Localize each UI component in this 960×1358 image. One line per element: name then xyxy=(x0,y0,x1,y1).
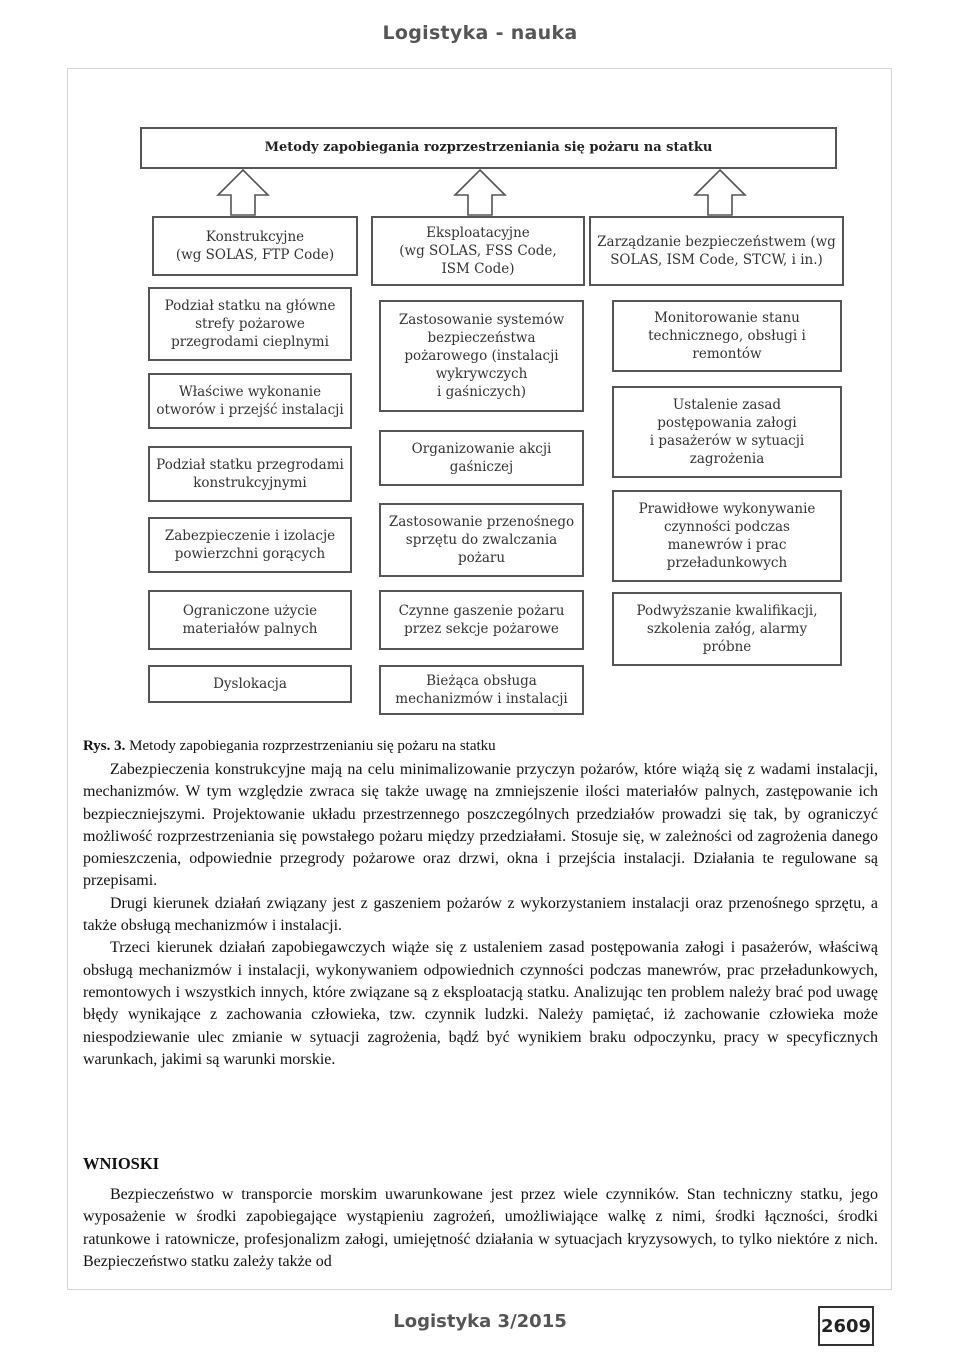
operational-item: Bieżąca obsługa mechanizmów i instalacji xyxy=(379,665,584,715)
body-text xyxy=(83,759,878,1071)
construction-item: Ograniczone użycie materiałów palnych xyxy=(148,590,352,650)
paragraph: Bezpieczeństwo w transporcie morskim uwarunkowane jest przez wiele czynników. Stan techniczny statku, jego wyposażenie w środki zapobiegające wystąpieniu zagrożeń, umożliwiające walkę z nimi, środki łączności, środki ratunkowe i ratownicze, profesjonalizm załogi, umiejętność działania w sytuacjach kryzysowych, to tylko niektóre z nich. Bezpieczeństwo statku zależy także od xyxy=(83,1186,878,1270)
operational-item: Organizowanie akcji gaśniczej xyxy=(379,430,584,486)
management-item: Prawidłowe wykonywanie czynności podczas manewrów i prac przeładunkowych xyxy=(612,490,842,582)
column-heading-management: Zarządzanie bezpieczeństwem (wg SOLAS, ISM Code, STCW, i in.) xyxy=(589,216,844,286)
operational-item: Zastosowanie systemów bezpieczeństwa pożarowego (instalacji wykrywczych i gaśniczych) xyxy=(379,300,584,412)
column-heading-operational: Eksploatacyjne (wg SOLAS, FSS Code, ISM Code) xyxy=(371,216,585,286)
arrow-down-right xyxy=(695,170,745,215)
figure-caption-label: Rys. 3. xyxy=(83,738,126,754)
arrow-down-center xyxy=(455,170,505,215)
diagram-title-box: Metody zapobiegania rozprzestrzeniania się pożaru na statku xyxy=(140,127,837,169)
figure-caption-text: Metody zapobiegania rozprzestrzenianiu się pożaru na statku xyxy=(125,738,496,754)
paragraph: Zabezpieczenia konstrukcyjne mają na celu minimalizowanie przyczyn pożarów, które wiążą się z wadami instalacji, mechanizmów. W tym względzie zwraca się także uwagę na zmniejszenie ilości materiałów palnych, zastępowanie ich bezpieczniejszymi. Projektowanie układu przestrzennego poszczególnych przedziałów prowadzi się tak, by ograniczyć możliwość rozprzestrzeniania się powstałego pożaru między przedziałami. Stosuje się, w zależności od zagrożenia danego pomieszczenia, odpowiednie przegrody pożarowe oraz drzwi, okna i przejścia instalacji. Działania te regulowane są przepisami. xyxy=(83,761,878,890)
page-number: 2609 xyxy=(818,1306,874,1346)
operational-item: Czynne gaszenie pożaru przez sekcje pożarowe xyxy=(379,590,584,650)
figure-caption xyxy=(83,738,496,755)
conclusions-heading: WNIOSKI xyxy=(83,1154,160,1173)
construction-item: Podział statku przegrodami konstrukcyjnymi xyxy=(148,446,352,502)
arrow-down-left xyxy=(218,170,268,215)
journal-footer: Logistyka 3/2015 xyxy=(393,1311,567,1332)
journal-header: Logistyka - nauka xyxy=(382,22,578,44)
construction-item: Zabezpieczenie i izolacje powierzchni gorących xyxy=(148,517,352,573)
management-item: Podwyższanie kwalifikacji, szkolenia załóg, alarmy próbne xyxy=(612,592,842,666)
management-item: Monitorowanie stanu technicznego, obsługi i remontów xyxy=(612,300,842,372)
construction-item: Podział statku na główne strefy pożarowe przegrodami cieplnymi xyxy=(148,287,352,361)
conclusions-text xyxy=(83,1184,878,1273)
operational-item: Zastosowanie przenośnego sprzętu do zwalczania pożaru xyxy=(379,503,584,577)
paragraph: Drugi kierunek działań związany jest z gaszeniem pożarów z wykorzystaniem instalacji oraz przenośnego sprzętu, a także obsługą mechanizmów i instalacji. xyxy=(83,894,878,935)
column-heading-construction: Konstrukcyjne (wg SOLAS, FTP Code) xyxy=(152,216,358,276)
construction-item: Właściwe wykonanie otworów i przejść instalacji xyxy=(148,373,352,429)
management-item: Ustalenie zasad postępowania załogi i pasażerów w sytuacji zagrożenia xyxy=(612,386,842,478)
paragraph: Trzeci kierunek działań zapobiegawczych wiąże się z ustaleniem zasad postępowania załogi i pasażerów, właściwą obsługą mechanizmów i instalacji, wykonywaniem odpowiednich czynności podczas manewrów, prac przeładunkowych, remontowych i wszystkich innych, które związane są z eksploatacją statku. Analizując ten problem należy brać pod uwagę błędy wynikające z zachowania człowieka, tzw. czynnik ludzki. Należy pamiętać, iż zachowanie człowieka może niespodziewanie ulec zmianie w sytuacji zagrożenia, bądź być wynikiem braku odpoczynku, pracy w specyficznych warunkach, jakimi są warunki morskie. xyxy=(83,939,878,1068)
construction-item: Dyslokacja xyxy=(148,665,352,703)
